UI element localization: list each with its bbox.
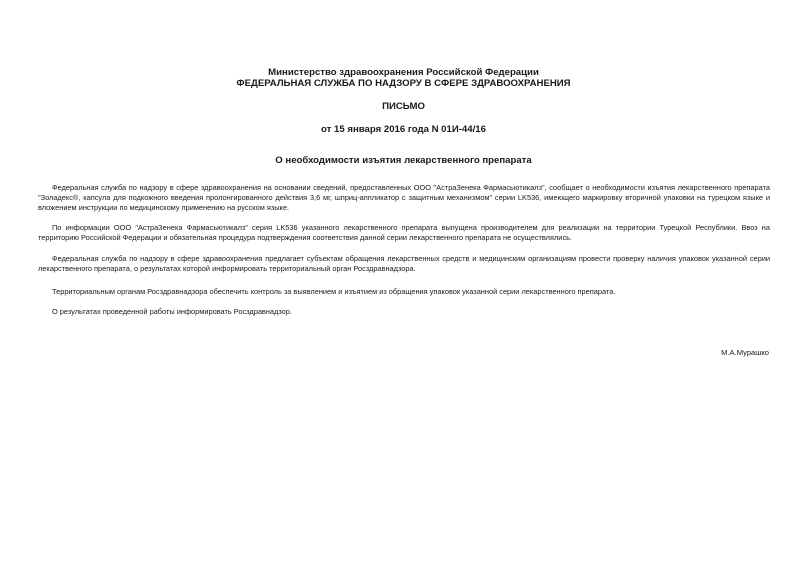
ministry-name: Министерство здравоохранения Российской Федерации xyxy=(268,67,539,78)
paragraph-4: Территориальным органам Росздравнадзора обеспечить контроль за выявлением и изъятием из обращения упаковок указанной серии лекарственного препарата. xyxy=(52,287,616,296)
paragraph-1: Федеральная служба по надзору в сфере здравоохранения на основании сведений, предоставленных ООО "АстраЗенека Фармасьютикалз", сообщает о необходимости изъятия лекарственного препарата "Золадекс®, капсула для подкожного введения пролонгированного действия 3,6 мг, шприц-аппликатор с защитным механизмом" серии LK536, имеющего маркировку вторичной упаковки на турецком языке и вложением инструкции по медицинскому применению на русском языке. xyxy=(38,183,770,212)
paragraph-2: По информации ООО "АстраЗенека Фармасьютикалз" серия LK536 указанного лекарственного препарата выпущена производителем для реализации на территории Турецкой Республики. Ввоз на территорию Российской Федерации и обязательная процедура подтверждения соответствия данной серии лекарственного препарата не осуществлялись. xyxy=(38,223,770,242)
paragraph-3: Федеральная служба по надзору в сфере здравоохранения предлагает субъектам обращения лекарственных средств и медицинским организациям провести проверку наличия упаковок указанной серии лекарственного препарата, о результатах которой информировать территориальный орган Росздравнадзора. xyxy=(38,254,770,273)
service-name: ФЕДЕРАЛЬНАЯ СЛУЖБА ПО НАДЗОРУ В СФЕРЕ ЗДРАВООХРАНЕНИЯ xyxy=(236,78,571,89)
document-date-number: от 15 января 2016 года N 01И-44/16 xyxy=(321,124,486,135)
document-type: ПИСЬМО xyxy=(382,101,425,112)
document-header xyxy=(0,67,807,89)
signature-name: М.А.Мурашко xyxy=(721,348,769,357)
paragraph-5: О результатах проведенной работы информировать Росздравнадзор. xyxy=(52,307,292,316)
document-subject: О необходимости изъятия лекарственного препарата xyxy=(275,155,532,166)
